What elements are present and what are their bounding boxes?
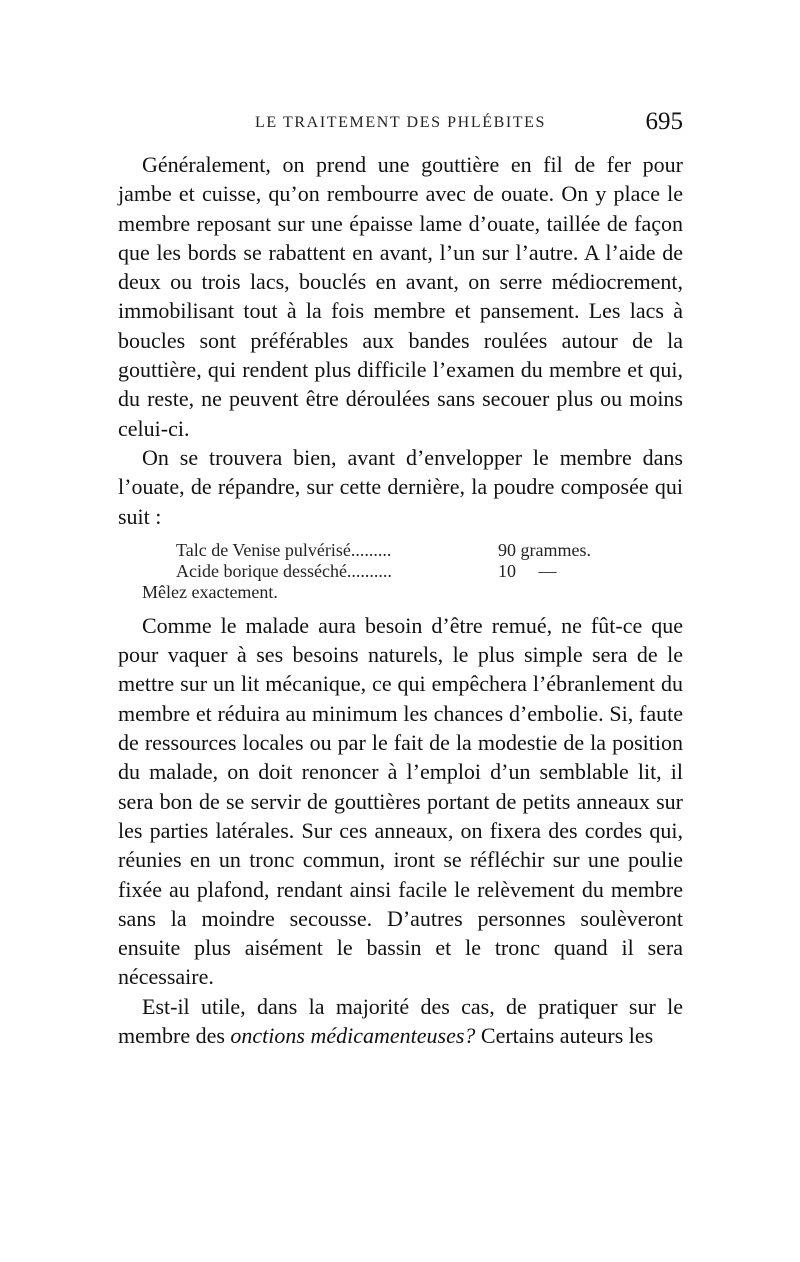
body-text [118,150,683,1050]
paragraph-text: Certains auteurs les [475,1023,654,1049]
paragraph-lit-mecanique: Comme le malade aura besoin d’être remué, ne fût-ce que pour vaquer à ses besoins naturels, le plus simple sera de le mettre sur un lit mécanique, ce qui empêchera l’ébranlement du membre et réduira au minimum les chances d’embolie. Si, faute de ressources locales ou par le fait de la modestie de la position du malade, on doit renoncer à l’emploi d’un semblable lit, il sera bon de se servir de gouttières portant de petits anneaux sur les parties latérales. Sur ces anneaux, on fixera des cordes qui, réunies en un tronc commun, iront se réfléchir sur une poulie fixée au plafond, rendant ainsi facile le relèvement du membre sans la moindre secousse. D’autres personnes soulèveront ensuite plus aisément le bassin et le tronc quand il sera nécessaire. [118,612,683,990]
running-title: LE TRAITEMENT DES PHLÉBITES [254,114,547,131]
paragraph-onctions [118,992,683,1051]
page-header [118,108,683,138]
italic-term: onctions médicamenteuses? [230,1023,476,1049]
paragraph-poudre: On se trouvera bien, avant d’envelopper le membre dans l’ouate, de répandre, sur cette dernière, la poudre composée qui suit : [118,444,683,529]
recipe-dose: 10 — [498,560,557,581]
recipe-dose: 90 grammes. [498,539,591,560]
recipe-ingredient: Talc de Venise pulvérisé......... [176,539,392,560]
recipe-note: Mêlez exactement. [142,581,278,602]
paragraph-text: Est-il utile, dans la majorité des cas, de pratiquer sur le membre des [118,993,683,1049]
paragraph-gouttiere: Généralement, on prend une gouttière en fil de fer pour jambe et cuisse, qu’on rembourre avec de ouate. On y place le membre reposant sur une épaisse lame d’ouate, taillée de façon que les bords se rabattent en avant, l’un sur l’autre. A l’aide de deux ou trois lacs, bouclés en avant, on serre médiocrement, immobilisant tout à la fois membre et pansement. Les lacs à boucles sont préférables aux bandes roulées autour de la gouttière, qui rendent plus difficile l’examen du membre et qui, du reste, ne peuvent être déroulées sans secouer plus ou moins celui-ci. [118,152,683,441]
recipe-row [118,540,683,561]
recipe-ingredient: Acide borique desséché.......... [176,560,392,581]
recipe-row [118,561,683,582]
recipe-block [118,540,683,603]
page-number: 695 [645,108,683,135]
